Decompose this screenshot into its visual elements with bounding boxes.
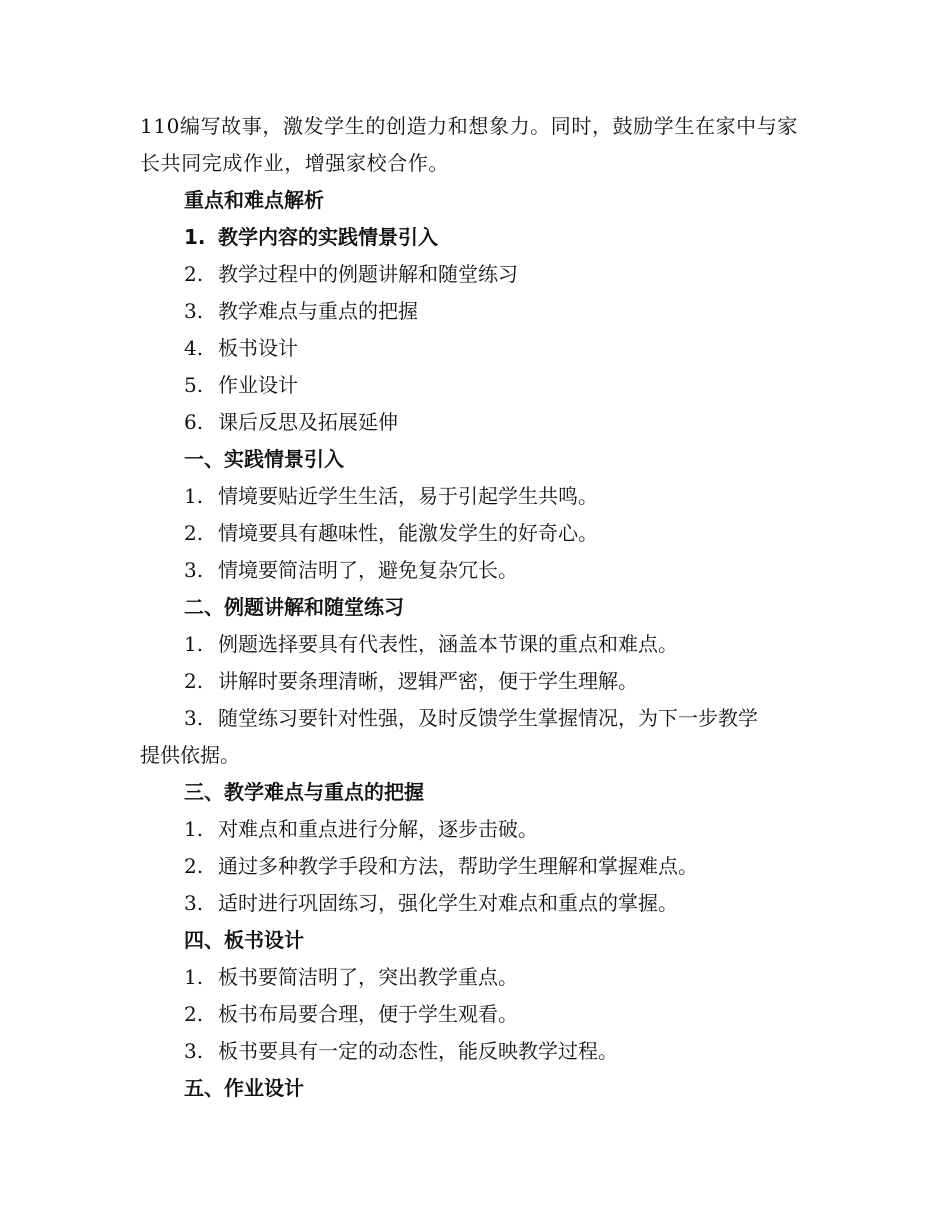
list-number: 2.: [184, 262, 204, 286]
list-number: 3.: [184, 706, 204, 730]
section-heading: 五、作业设计: [184, 1076, 304, 1100]
list-item: [140, 626, 810, 663]
list-text: 教学难点与重点的把握: [218, 299, 418, 323]
list-item: [140, 811, 810, 848]
list-item: [140, 552, 810, 589]
list-number: 1.: [184, 484, 204, 508]
list-number: 2.: [184, 521, 204, 545]
list-text: 教学过程中的例题讲解和随堂练习: [218, 262, 518, 286]
list-text: 课后反思及拓展延伸: [218, 410, 398, 434]
list-text: 板书设计: [218, 336, 298, 360]
list-text: 板书要具有一定的动态性，能反映教学过程。: [218, 1039, 618, 1063]
list-item: [140, 663, 810, 700]
list-item: [140, 367, 810, 404]
list-item: [140, 256, 810, 293]
intro-paragraph: 110编写故事，激发学生的创造力和想象力。同时，鼓励学生在家中与家长共同完成作业，增强家校合作。: [140, 114, 798, 175]
section-heading: 四、板书设计: [184, 928, 304, 952]
list-text: 教学内容的实践情景引入: [218, 225, 438, 249]
list-text: 讲解时要条理清晰，逻辑严密，便于学生理解。: [218, 669, 638, 693]
list-number: 1.: [184, 965, 204, 989]
list-number: 1.: [184, 817, 204, 841]
list-text: 情境要简洁明了，避免复杂冗长。: [218, 558, 518, 582]
list-number: 2.: [184, 854, 204, 878]
list-item: [140, 959, 810, 996]
list-item: [140, 404, 810, 441]
list-item: [140, 219, 810, 256]
section-heading: 二、例题讲解和随堂练习: [184, 595, 404, 619]
list-number: 3.: [184, 1039, 204, 1063]
document-body: [140, 108, 810, 1107]
section-heading: 三、教学难点与重点的把握: [184, 780, 424, 804]
list-item: [140, 293, 810, 330]
list-number: 3.: [184, 891, 204, 915]
list-item: [140, 996, 810, 1033]
list-text: 情境要具有趣味性，能激发学生的好奇心。: [218, 521, 598, 545]
list-item: [140, 848, 810, 885]
list-number: 4.: [184, 336, 204, 360]
list-number: 2.: [184, 1002, 204, 1026]
list-number: 3.: [184, 299, 204, 323]
list-item: [140, 700, 810, 737]
list-item: [140, 330, 810, 367]
list-text: 例题选择要具有代表性，涵盖本节课的重点和难点。: [218, 632, 678, 656]
list-text: 通过多种教学手段和方法，帮助学生理解和掌握难点。: [218, 854, 698, 878]
list-item-continuation: 提供依据。: [140, 743, 240, 767]
list-number: 6.: [184, 410, 204, 434]
list-item: [140, 478, 810, 515]
list-number: 5.: [184, 373, 204, 397]
list-item: [140, 885, 810, 922]
list-text: 适时进行巩固练习，强化学生对难点和重点的掌握。: [218, 891, 678, 915]
overview-heading: 重点和难点解析: [184, 188, 324, 212]
list-number: 2.: [184, 669, 204, 693]
list-text: 随堂练习要针对性强，及时反馈学生掌握情况，为下一步教学: [218, 706, 758, 730]
list-number: 3.: [184, 558, 204, 582]
list-item: [140, 1033, 810, 1070]
list-text: 情境要贴近学生生活，易于引起学生共鸣。: [218, 484, 598, 508]
list-number: 1.: [184, 632, 204, 656]
list-text: 板书要简洁明了，突出教学重点。: [218, 965, 518, 989]
section-heading: 一、实践情景引入: [184, 447, 344, 471]
list-number: 1.: [184, 225, 206, 249]
list-text: 对难点和重点进行分解，逐步击破。: [218, 817, 538, 841]
list-text: 作业设计: [218, 373, 298, 397]
list-item: [140, 515, 810, 552]
list-text: 板书布局要合理，便于学生观看。: [218, 1002, 518, 1026]
